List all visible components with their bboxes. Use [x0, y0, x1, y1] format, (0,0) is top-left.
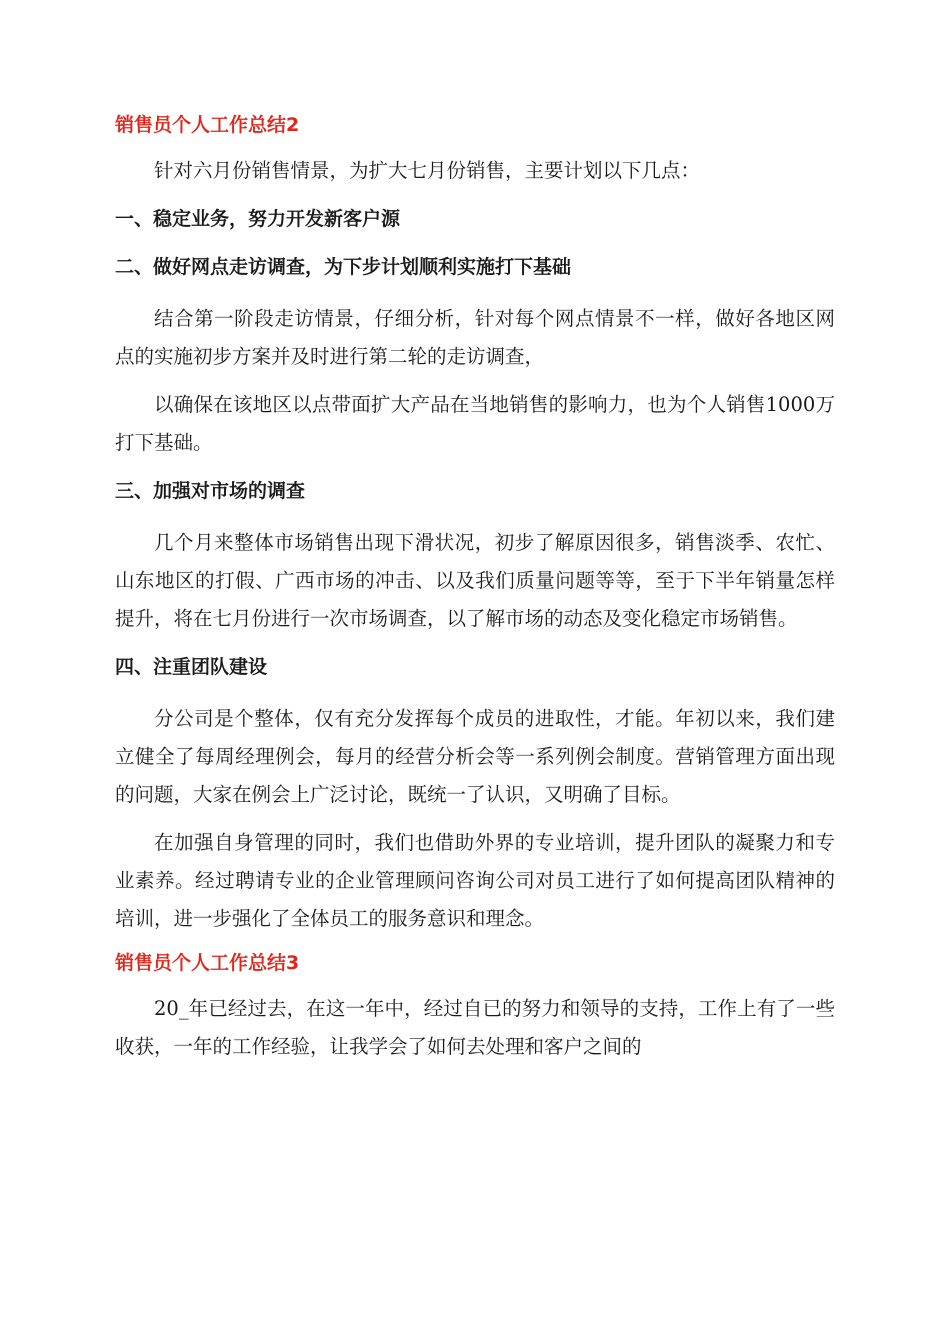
section-title-3: 销售员个人工作总结3	[115, 952, 300, 974]
heading-market-research: 三、加强对市场的调查	[115, 480, 306, 502]
heading-stabilize-business: 一、稳定业务，努力开发新客户源	[115, 208, 401, 230]
paragraph-training: 在加强自身管理的同时，我们也借助外界的专业培训，提升团队的凝聚力和专业素养。经过聘请专业的企业管理顾问咨询公司对员工进行了如何提高团队精神的培训，进一步强化了全体员工的服务意识和理念。	[115, 831, 835, 930]
heading-team-building: 四、注重团队建设	[115, 656, 268, 678]
paragraph-company-meetings: 分公司是个整体，仅有充分发挥每个成员的进取性，才能。年初以来，我们建立健全了每周经理例会，每月的经营分析会等一系列例会制度。营销管理方面出现的问题，大家在例会上广泛讨论，既统一了认识，又明确了目标。	[115, 707, 835, 806]
heading-outlet-survey: 二、做好网点走访调查，为下步计划顺利实施打下基础	[115, 256, 572, 278]
section-title-2: 销售员个人工作总结2	[115, 114, 300, 136]
paragraph-survey-plan: 结合第一阶段走访情景，仔细分析，针对每个网点情景不一样，做好各地区网点的实施初步方案并及时进行第二轮的走访调查，	[115, 307, 835, 368]
paragraph-year-review: 20_年已经过去，在这一年中，经过自已的努力和领导的支持，工作上有了一些收获，一年的工作经验，让我学会了如何去处理和客户之间的	[115, 997, 835, 1058]
paragraph-market-decline: 几个月来整体市场销售出现下滑状况，初步了解原因很多，销售淡季、农忙、山东地区的打假、广西市场的冲击、以及我们质量问题等等，至于下半年销量怎样提升，将在七月份进行一次市场调查，以了解市场的动态及变化稳定市场销售。	[115, 531, 835, 630]
intro-paragraph: 针对六月份销售情景，为扩大七月份销售，主要计划以下几点：	[154, 159, 701, 182]
paragraph-sales-target: 以确保在该地区以点带面扩大产品在当地销售的影响力，也为个人销售1000万打下基础。	[115, 393, 835, 454]
document-content	[115, 110, 835, 1076]
